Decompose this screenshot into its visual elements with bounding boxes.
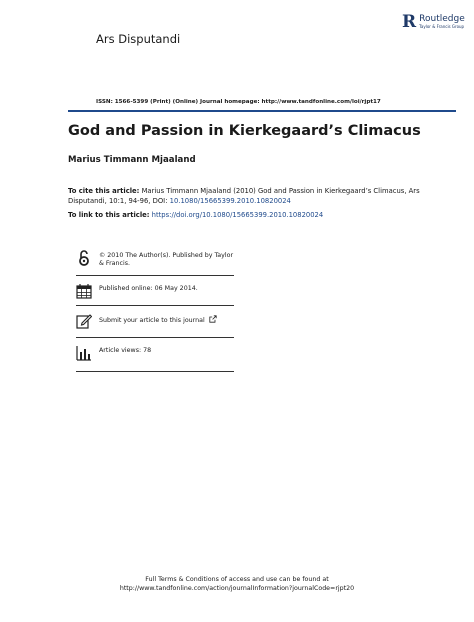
header-divider [68,110,456,112]
citation-label: To cite this article: [68,187,140,195]
article-title: God and Passion in Kierkegaard’s Climacus [68,123,421,139]
link-label: To link to this article: [68,211,150,219]
views-item [76,345,234,361]
journal-name: Ars Disputandi [96,32,181,46]
footer-terms-link[interactable]: http://www.tandfonline.com/action/journalInformation?journalCode=rjpt20 [119,585,355,592]
citation-text: Marius Timmann Mjaaland (2010) God and Passion in Kierkegaard’s Climacus, Ars Disputandi, 10:1, 94-96, DOI: [68,187,420,205]
published-item [76,283,234,299]
link-line [68,211,323,219]
article-author: Marius Timmann Mjaaland [68,155,196,165]
article-doi-link[interactable]: https://doi.org/10.1080/15665399.2010.10820024 [151,211,324,219]
copyright-item [76,250,234,270]
published-text: Published online: 06 May 2014. [99,285,198,292]
views-text: Article views: 78 [99,347,152,354]
citation-block [68,186,458,206]
meta-divider [76,371,234,372]
external-link-icon [209,315,217,323]
calendar-icon [76,283,92,299]
citation-doi-link[interactable]: 10.1080/15665399.2010.10820024 [169,197,291,205]
bar-chart-icon [76,345,92,361]
footer [0,575,474,593]
submit-item[interactable] [76,313,234,329]
edit-icon [76,313,92,329]
meta-divider [76,305,234,306]
routledge-logo-icon: R [402,12,417,32]
submit-article-link[interactable]: Submit your article to this journal [99,315,239,325]
publisher-subtitle: Taylor & Francis Group [419,24,465,29]
issn-line: ISSN: 1566-5399 (Print) (Online) Journal homepage: http://www.tandfonline.com/loi/rjpt17 [96,99,381,105]
meta-divider [76,275,234,276]
open-access-icon [76,250,92,266]
meta-divider [76,337,234,338]
copyright-text: © 2010 The Author(s). Published by Taylor & Francis. [99,252,234,267]
publisher-logo [402,14,465,31]
publisher-name: Routledge [419,14,465,24]
footer-terms-text: Full Terms & Conditions of access and use can be found at [145,576,329,583]
